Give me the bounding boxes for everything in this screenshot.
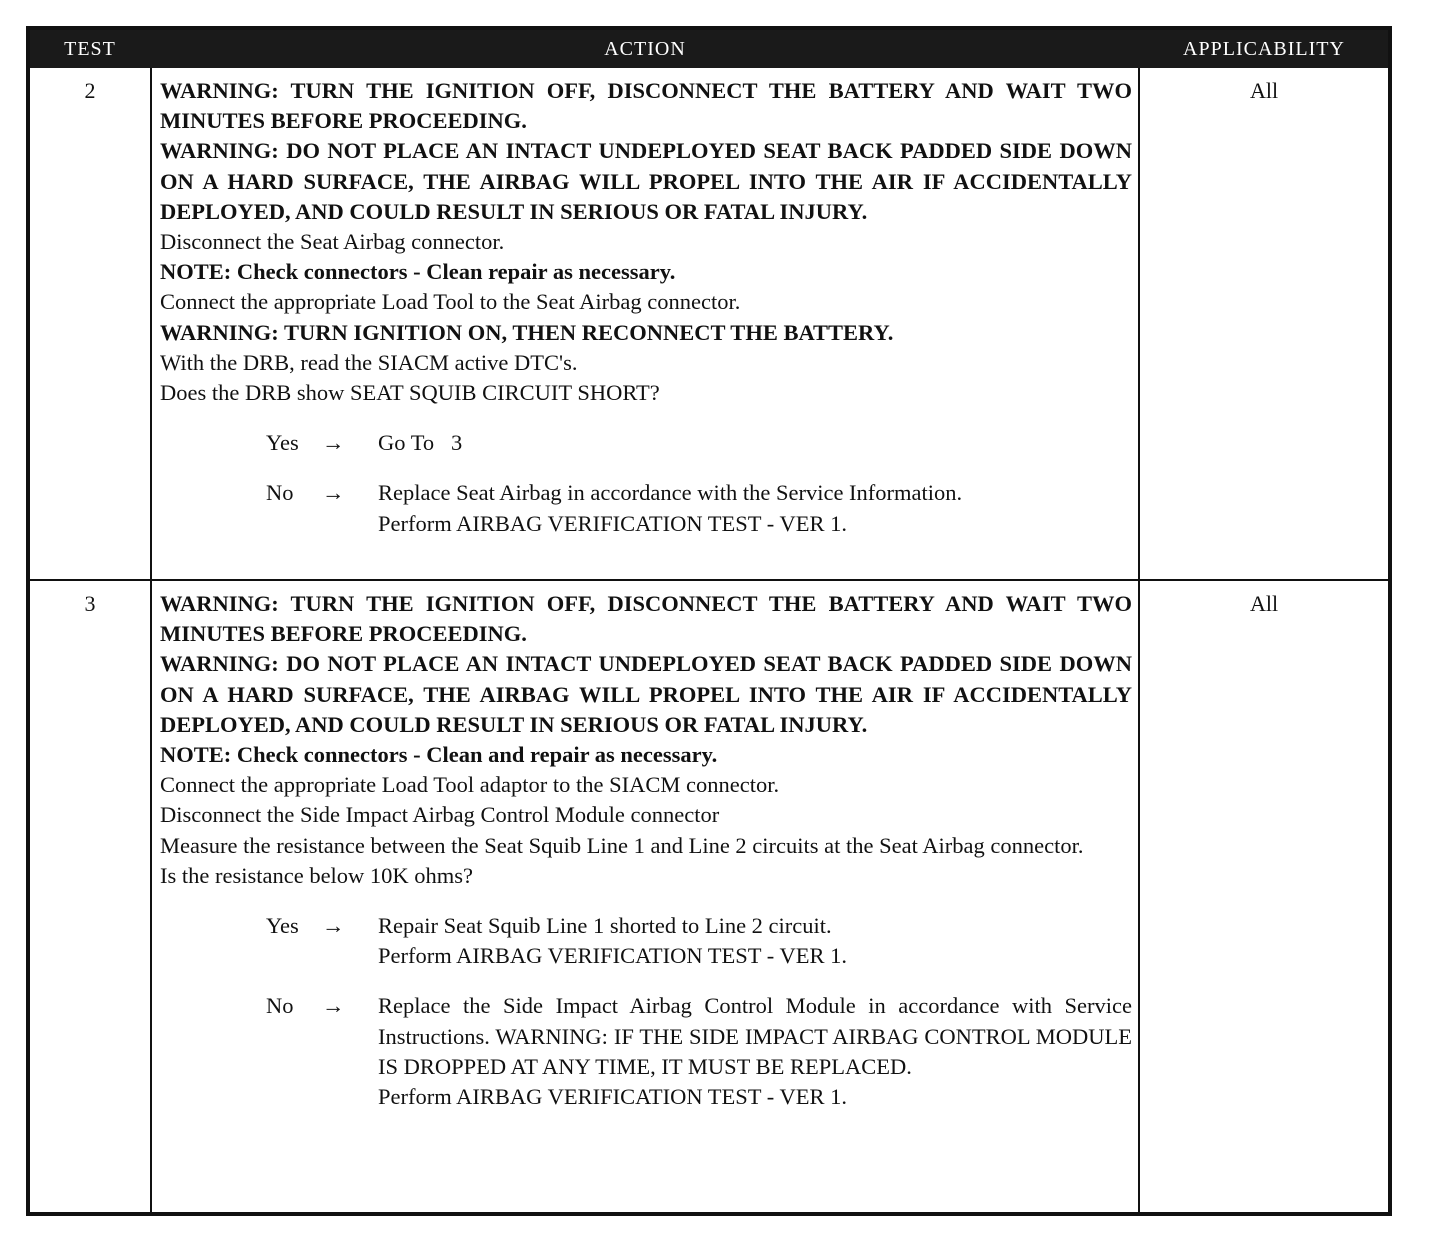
arrow-right-icon: → xyxy=(322,993,345,1019)
answer-yes xyxy=(266,911,1132,971)
column-divider xyxy=(1138,68,1140,1212)
action-step: Connect the appropriate Load Tool adaptor to the SIACM connector. xyxy=(160,772,780,798)
answer-text: Go To 3 xyxy=(378,430,463,456)
row-test-number: 3 xyxy=(84,591,96,616)
answer-no xyxy=(266,478,1132,538)
warning-ignition-off: WARNING: TURN THE IGNITION OFF, DISCONNECT THE BATTERY AND WAIT TWO MINUTES BEFORE PROCEEDING. xyxy=(160,78,1132,134)
row-divider xyxy=(30,579,1388,581)
answer-text: Perform AIRBAG VERIFICATION TEST - VER 1. xyxy=(378,510,847,536)
answer-text: Perform AIRBAG VERIFICATION TEST - VER 1. xyxy=(378,943,847,969)
warning-ignition-off: WARNING: TURN THE IGNITION OFF, DISCONNECT THE BATTERY AND WAIT TWO MINUTES BEFORE PROCEEDING. xyxy=(160,591,1132,647)
answer-no xyxy=(266,991,1132,1112)
answer-label: Yes xyxy=(266,913,299,939)
row-action xyxy=(160,589,1132,1112)
note-text: NOTE: Check connectors - Clean repair as necessary. xyxy=(160,259,676,285)
action-step: Disconnect the Side Impact Airbag Control Module connector xyxy=(160,802,720,828)
row-applicability: All xyxy=(1249,591,1279,616)
table-header xyxy=(30,30,1388,68)
arrow-right-icon: → xyxy=(322,480,345,506)
answer-label: No xyxy=(266,480,294,506)
header-test: TEST xyxy=(64,38,116,60)
arrow-right-icon: → xyxy=(322,430,345,456)
diagnostic-test-table xyxy=(26,26,1392,1216)
row-applicability: All xyxy=(1249,78,1279,103)
action-step: Connect the appropriate Load Tool to the Seat Airbag connector. xyxy=(160,289,741,315)
answer-text: Replace the Side Impact Airbag Control Module in accordance with Service Instructions. WARNING: IF THE SIDE IMPACT AIRBAG CONTROL MODULE IS DROPPED AT ANY TIME, IT MUST BE REPLACED. xyxy=(378,993,1132,1079)
column-divider xyxy=(150,68,152,1212)
action-step: Measure the resistance between the Seat Squib Line 1 and Line 2 circuits at the Seat Airbag connector. xyxy=(160,832,1084,858)
note-text: NOTE: Check connectors - Clean and repair as necessary. xyxy=(160,742,718,768)
answer-text: Replace Seat Airbag in accordance with the Service Information. xyxy=(378,480,963,506)
header-applicability: APPLICABILITY xyxy=(1183,38,1345,60)
header-action: ACTION xyxy=(604,38,686,60)
answer-label: Yes xyxy=(266,430,299,456)
question-text: Is the resistance below 10K ohms? xyxy=(160,862,474,888)
answer-text: Repair Seat Squib Line 1 shorted to Line 2 circuit. xyxy=(378,913,832,939)
warning-seat-back: WARNING: DO NOT PLACE AN INTACT UNDEPLOYED SEAT BACK PADDED SIDE DOWN ON A HARD SURFACE, THE AIRBAG WILL PROPEL INTO THE AIR IF ACCIDENTALLY DEPLOYED, AND COULD RESULT IN SERIOUS OR FATAL INJURY. xyxy=(160,651,1132,737)
answer-label: No xyxy=(266,993,294,1019)
action-step: With the DRB, read the SIACM active DTC's. xyxy=(160,349,578,375)
row-test-number: 2 xyxy=(84,78,96,103)
arrow-right-icon: → xyxy=(322,913,345,939)
question-text: Does the DRB show SEAT SQUIB CIRCUIT SHORT? xyxy=(160,380,660,406)
answer-yes xyxy=(266,428,1132,458)
warning-seat-back: WARNING: DO NOT PLACE AN INTACT UNDEPLOYED SEAT BACK PADDED SIDE DOWN ON A HARD SURFACE, THE AIRBAG WILL PROPEL INTO THE AIR IF ACCIDENTALLY DEPLOYED, AND COULD RESULT IN SERIOUS OR FATAL INJURY. xyxy=(160,138,1132,224)
action-step: Disconnect the Seat Airbag connector. xyxy=(160,229,505,255)
answer-text: Perform AIRBAG VERIFICATION TEST - VER 1. xyxy=(378,1084,847,1110)
warning-ignition-on: WARNING: TURN IGNITION ON, THEN RECONNECT THE BATTERY. xyxy=(160,319,894,345)
row-action xyxy=(160,76,1132,539)
